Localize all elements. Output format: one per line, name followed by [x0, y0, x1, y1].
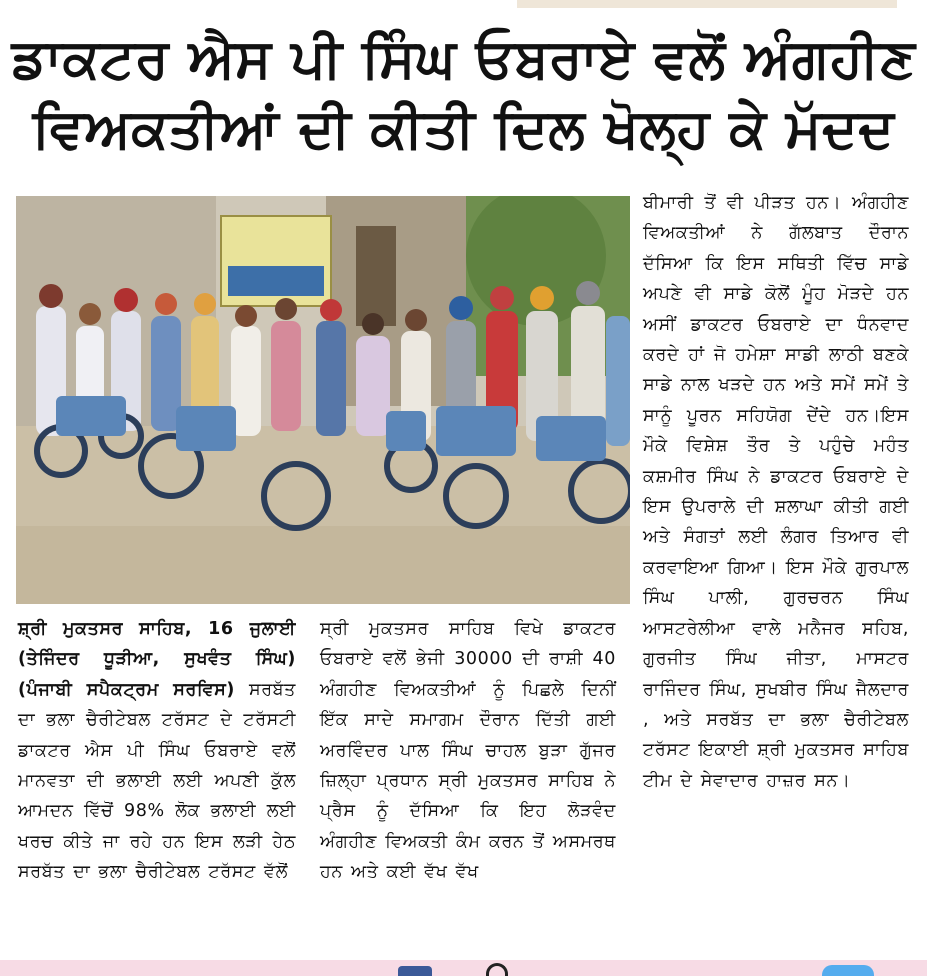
footer-bar	[0, 960, 927, 976]
column-2-body: ਸ੍ਰੀ ਮੁਕਤਸਰ ਸਾਹਿਬ ਵਿਖੇ ਡਾਕਟਰ ਓਬਰਾਏ ਵਲੋਂ ਭੇਜੀ 30000 ਦੀ ਰਾਸ਼ੀ 40 ਅੰਗਹੀਣ ਵਿਅਕਤੀਆਂ ਨੂੰ ਪਿਛਲੇ ਦਿਨੀਂ ਇੱਕ ਸਾਦੇ ਸਮਾਗਮ ਦੌਰਾਨ ਦਿੱਤੀ ਗਈ ਅਰਵਿੰਦਰ ਪਾਲ ਸਿੰਘ ਚਾਹਲ ਬੁੜਾ ਗੁੱਜਰ ਜ਼ਿਲ੍ਹਾ ਪ੍ਰਧਾਨ ਸ੍ਰੀ ਮੁਕਤਸਰ ਸਾਹਿਬ ਨੇ ਪ੍ਰੈਸ ਨੂੰ ਦੱਸਿਆ ਕਿ ਇਹ ਲੋੜਵੰਦ ਅੰਗਹੀਣ ਵਿਅਕਤੀ ਕੰਮ ਕਰਨ ਤੋਂ ਅਸਮਰਥ ਹਨ ਅਤੇ ਕਈ ਵੱਖ ਵੱਖ	[320, 619, 616, 883]
banner-strip	[228, 266, 324, 296]
news-photo	[16, 196, 630, 604]
headline	[0, 24, 927, 164]
headline-line-1: ਡਾਕਟਰ ਐਸ ਪੀ ਸਿੰਘ ਓਬਰਾਏ ਵਲੋਂ ਅੰਗਹੀਣ	[11, 27, 916, 90]
top-strip	[517, 0, 897, 8]
article-column-3	[643, 188, 909, 796]
headline-line-2: ਵਿਅਕਤੀਆਂ ਦੀ ਕੀਤੀ ਦਿਲ ਖੋਲ੍ਹ ਕੇ ਮੱਦਦ	[32, 97, 895, 160]
article-column-1	[18, 614, 296, 888]
column-1-body: ਸਰਬੱਤ ਦਾ ਭਲਾ ਚੈਰੀਟੇਬਲ ਟਰੱਸਟ ਦੇ ਟਰੱਸਟੀ ਡਾਕਟਰ ਐਸ ਪੀ ਸਿੰਘ ਓਬਰਾਏ ਵਲੋਂ ਮਾਨਵਤਾ ਦੀ ਭਲਾਈ ਲਈ ਅਪਣੀ ਕੁੱਲ ਆਮਦਨ ਵਿੱਚੋਂ 98% ਲੋਕ ਭਲਾਈ ਲਈ ਖਰਚ ਕੀਤੇ ਜਾ ਰਹੇ ਹਨ ਇਸ ਲੜੀ ਹੇਠ ਸਰਬੱਤ ਦਾ ਭਲਾ ਚੈਰੀਟੇਬਲ ਟਰੱਸਟ ਵੱਲੋਂ	[18, 679, 296, 883]
twitter-icon	[822, 965, 874, 976]
window	[356, 226, 396, 326]
facebook-icon	[398, 966, 432, 976]
article-column-2	[320, 614, 616, 888]
dateline: ਸ਼੍ਰੀ ਮੁਕਤਸਰ ਸਾਹਿਬ, 16 ਜੁਲਾਈ (ਤੇਜਿੰਦਰ ਧੂੜੀਆ, ਸੁਖਵੰਤ ਸਿੰਘ) (ਪੰਜਾਬੀ ਸਪੈਕਟ੍ਰਮ ਸਰਵਿਸ)	[18, 619, 296, 700]
photo-illustration	[16, 196, 630, 604]
ground-foreground	[16, 526, 630, 604]
column-3-body: ਬੀਮਾਰੀ ਤੋਂ ਵੀ ਪੀੜਤ ਹਨ। ਅੰਗਹੀਣ ਵਿਅਕਤੀਆਂ ਨੇ ਗੱਲਬਾਤ ਦੌਰਾਨ ਦੱਸਿਆ ਕਿ ਇਸ ਸਥਿਤੀ ਵਿੱਚ ਸਾਡੇ ਅਪਣੇ ਵੀ ਸਾਡੇ ਕੋਲੋਂ ਮੂੰਹ ਮੋੜਦੇ ਹਨ ਅਸੀਂ ਡਾਕਟਰ ਓਬਰਾਏ ਦਾ ਧੰਨਵਾਦ ਕਰਦੇ ਹਾਂ ਜੋ ਹਮੇਸ਼ਾ ਸਾਡੀ ਲਾਠੀ ਬਣਕੇ ਸਾਡੇ ਨਾਲ ਖੜਦੇ ਹਨ ਅਤੇ ਸਮੇਂ ਸਮੇਂ ਤੇ ਸਾਨੂੰ ਪੂਰਨ ਸਹਿਯੋਗ ਦੇਂਦੇ ਹਨ।ਇਸ ਮੌਕੇ ਵਿਸ਼ੇਸ਼ ਤੌਰ ਤੇ ਪਹੁੰਚੇ ਮਹੰਤ ਕਸ਼ਮੀਰ ਸਿੰਘ ਨੇ ਡਾਕਟਰ ਓਬਰਾਏ ਦੇ ਇਸ ਉਪਰਾਲੇ ਦੀ ਸ਼ਲਾਘਾ ਕੀਤੀ ਗਈ ਅਤੇ ਸੰਗਤਾਂ ਲਈ ਲੰਗਰ ਤਿਆਰ ਵੀ ਕਰਵਾਇਆ ਗਿਆ। ਇਸ ਮੌਕੇ ਗੁਰਪਾਲ ਸਿੰਘ ਪਾਲੀ, ਗੁਰਚਰਨ ਸਿੰਘ ਆਸਟਰੇਲੀਆ ਵਾਲੇ ਮਨੈਜਰ ਸਹਿਬ, ਗੁਰਜੀਤ ਸਿੰਘ ਜੀਤਾ, ਮਾਸਟਰ ਰਾਜਿੰਦਰ ਸਿੰਘ, ਸੁਖਬੀਰ ਸਿੰਘ ਜੈਲਦਾਰ , ਅਤੇ ਸਰਬੱਤ ਦਾ ਭਲਾ ਚੈਰੀਟੇਬਲ ਟਰੱਸਟ ਇਕਾਈ ਸ਼੍ਰੀ ਮੁਕਤਸਰ ਸਾਹਿਬ ਟੀਮ ਦੇ ਸੇਵਾਦਾਰ ਹਾਜ਼ਰ ਸਨ।	[643, 193, 909, 791]
